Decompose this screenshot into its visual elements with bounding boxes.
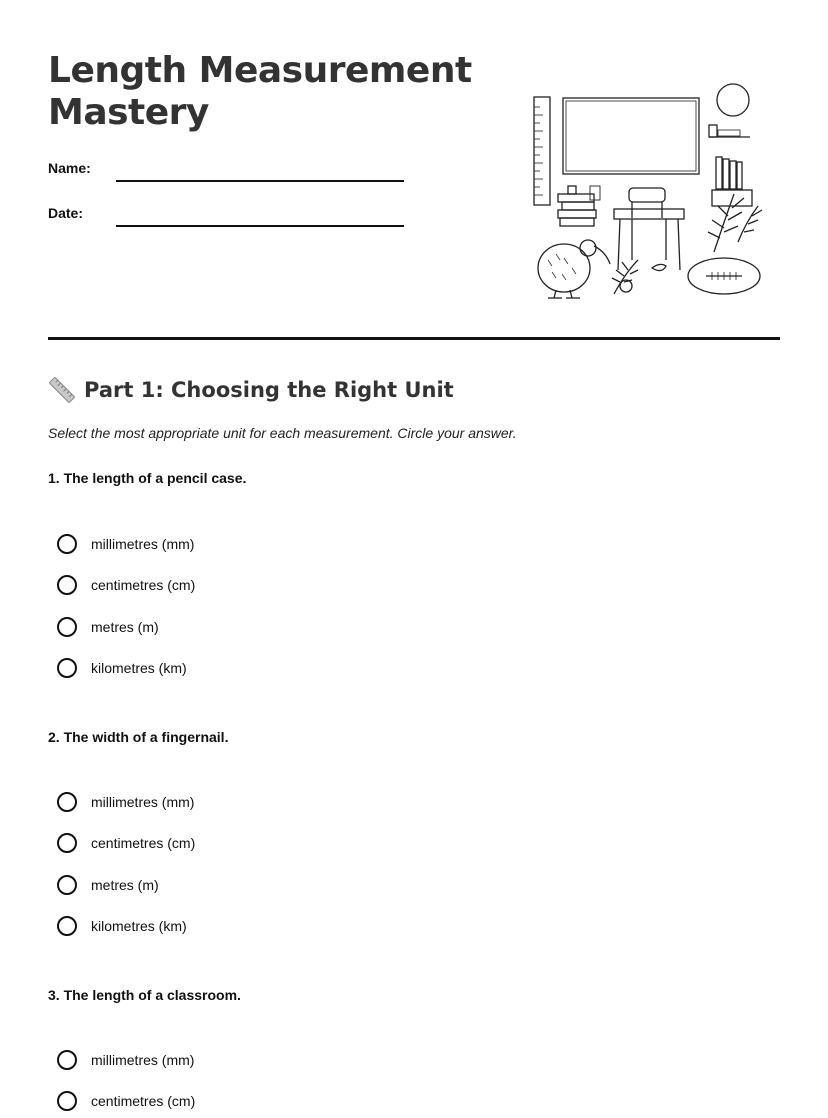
q1-option-m[interactable] [57,615,159,639]
radio-circle[interactable] [57,575,77,595]
option-label: kilometres (km) [91,660,187,676]
option-label: millimetres (mm) [91,794,195,810]
radio-circle[interactable] [57,658,77,678]
option-label: centimetres (cm) [91,1093,196,1109]
q1-option-mm[interactable] [57,532,194,556]
option-label: metres (m) [91,619,159,635]
name-input-line[interactable] [116,180,404,182]
part1-heading [48,374,454,406]
part1-instruction: Select the most appropriate unit for each measurement. Circle your answer. [48,425,517,441]
q1-option-cm[interactable] [57,573,195,597]
radio-circle[interactable] [57,875,77,895]
option-label: centimetres (cm) [91,577,196,593]
q1-option-km[interactable] [57,656,187,680]
date-input-line[interactable] [116,225,404,227]
q2-option-m[interactable] [57,873,159,897]
part1-heading-text: Part 1: Choosing the Right Unit [84,378,454,402]
question-2: 2. The width of a fingernail. [48,729,229,745]
radio-circle[interactable] [57,1091,77,1111]
option-label: centimetres (cm) [91,835,196,851]
q2-option-cm[interactable] [57,831,195,855]
question-3: 3. The length of a classroom. [48,987,241,1003]
classroom-illustration [528,82,768,304]
radio-circle[interactable] [57,792,77,812]
option-label: metres (m) [91,877,159,893]
q3-option-cm[interactable] [57,1089,195,1113]
radio-circle[interactable] [57,534,77,554]
q3-option-mm[interactable] [57,1048,194,1072]
q2-option-km[interactable] [57,914,187,938]
name-label: Name: [48,160,91,176]
radio-circle[interactable] [57,833,77,853]
radio-circle[interactable] [57,916,77,936]
option-label: millimetres (mm) [91,1052,195,1068]
question-1: 1. The length of a pencil case. [48,470,247,486]
q2-option-mm[interactable] [57,790,194,814]
date-label: Date: [48,205,84,221]
option-label: kilometres (km) [91,918,187,934]
section-divider [48,337,780,340]
ruler-icon [48,376,76,404]
option-label: millimetres (mm) [91,536,195,552]
radio-circle[interactable] [57,1050,77,1070]
radio-circle[interactable] [57,617,77,637]
worksheet-title: Length Measurement Mastery [48,50,472,133]
